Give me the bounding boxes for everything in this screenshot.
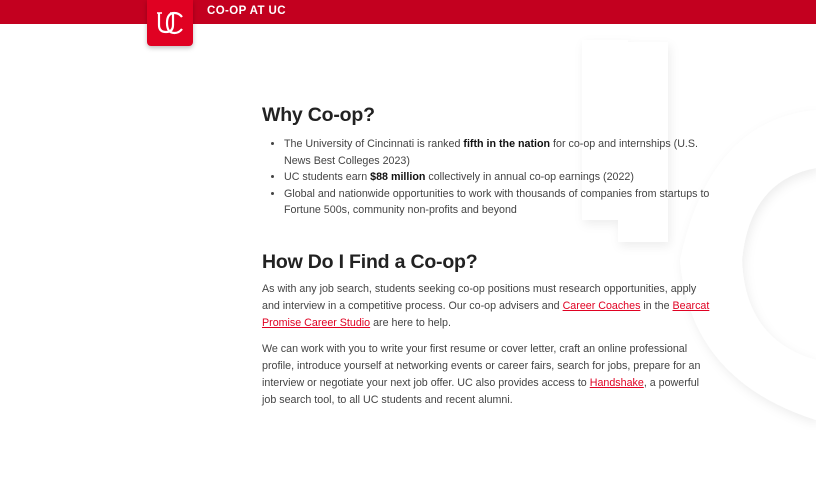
list-item — [284, 186, 712, 219]
how-find-coop-heading: How Do I Find a Co-op? — [262, 250, 478, 273]
career-coaches-link[interactable]: Career Coaches — [562, 299, 641, 312]
bullet-text: The University of Cincinnati is ranked — [284, 138, 464, 150]
paragraph-text: in the — [640, 299, 673, 312]
paragraph-text: , a powerful job search tool, to all UC students and recent alumni. — [262, 376, 700, 406]
uc-logo[interactable] — [147, 0, 193, 46]
main-content — [262, 104, 712, 409]
bullet-text: UC students earn — [284, 171, 371, 184]
list-item — [284, 169, 712, 186]
top-bar — [0, 0, 816, 24]
bullet-highlight: $88 million — [370, 171, 426, 184]
bullet-highlight: fifth in the nation — [463, 138, 551, 150]
how-paragraph-1 — [262, 281, 712, 331]
bullet-text: for co-op and internships (U.S. News Best Colleges 2023) — [284, 138, 698, 167]
why-coop-heading: Why Co-op? — [262, 104, 375, 126]
paragraph-text: As with any job search, students seeking co-op positions must research opportunities, apply and interview in a competitive process. Our co-op advisers and — [262, 282, 697, 312]
career-studio-link[interactable]: Bearcat Promise Career Studio — [262, 299, 710, 329]
list-item — [284, 136, 712, 169]
why-coop-list — [262, 136, 712, 219]
paragraph-text: We can work with you to write your first resume or cover letter, craft an online professional profile, introduce yourself at networking events or career fairs, search for jobs, prepare for an interview or negotiate your next job offer. UC also provides access to — [262, 343, 701, 389]
how-paragraph-2 — [262, 341, 712, 408]
paragraph-text: are here to help. — [370, 316, 451, 329]
uc-logo-icon — [155, 8, 185, 38]
bullet-text: collectively in annual co-op earnings (2022) — [425, 171, 634, 184]
site-title[interactable]: CO-OP AT UC — [207, 5, 286, 17]
bullet-text: Global and nationwide opportunities to work with thousands of companies from startups to Fortune 500s, community non-profits and beyond — [284, 187, 710, 217]
handshake-link[interactable]: Handshake — [589, 376, 644, 389]
